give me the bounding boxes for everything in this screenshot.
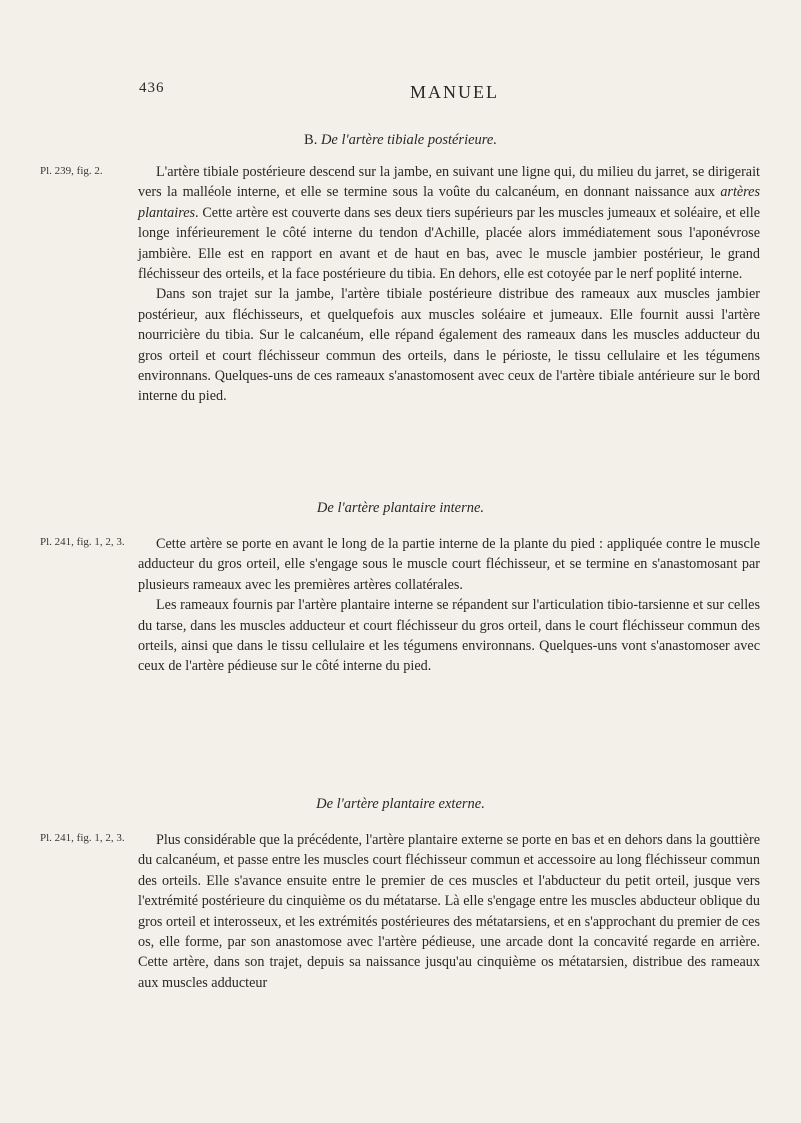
- section-heading-text: De l'artère plantaire externe.: [316, 796, 485, 812]
- section-heading-plantaire-externe: [0, 796, 801, 813]
- margin-note-plate-241-b: Pl. 241, fig. 1, 2, 3.: [40, 832, 125, 844]
- paragraph: [138, 162, 760, 284]
- section-letter: B.: [304, 132, 318, 148]
- section-heading-text: De l'artère tibiale postérieure.: [320, 132, 497, 148]
- running-head: [0, 80, 801, 110]
- page-number: 436: [139, 80, 165, 96]
- paragraph-text: . Cette artère est couverte dans ses deux tiers supérieurs par les muscles jumeaux et soléaire, et elle longe inférieurement le côté interne du tendon d'Achille, placée alors immédiatement sous l'aponévrose jambière. Elle est en rapport en avant et de haut en bas, avec le muscle jambier postérieur, le grand fléchisseur des orteils, et la face postérieure du tibia. En dehors, elle est cotoyée par le nerf poplité interne.: [138, 204, 760, 283]
- section-heading-tibiale-posterieure: [0, 132, 801, 149]
- margin-note-plate-239: Pl. 239, fig. 2.: [40, 165, 103, 177]
- paragraph: Dans son trajet sur la jambe, l'artère tibiale postérieure distribue des rameaux aux muscles jambier postérieur, aux fléchisseurs, et quelquefois aux muscles soléaire et jumeaux. Elle fournit aussi l'artère nourricière du tibia. Sur le calcanéum, elle répand également des rameaux dans les muscles adducteur du gros orteil et court fléchisseur commun des orteils, dans le périoste, le tissu cellulaire et les tégumens environnans. Quelques-uns de ces rameaux s'anastomosent avec ceux de l'artère tibiale antérieure sur le bord interne du pied.: [138, 286, 760, 405]
- paragraph: Plus considérable que la précédente, l'artère plantaire externe se porte en bas et en dehors dans la gouttière du calcanéum, et passe entre les muscles court fléchisseur commun et accessoire au long fléchisseur commun des orteils. Elle s'avance ensuite entre le premier de ces muscles et l'abducteur du petit orteil, jusque vers l'extrémité postérieure du cinquième os du métatarse. Là elle s'engage entre les muscles abducteur oblique du gros orteil et interosseux, et les extrémités postérieures des métatarsiens, et en s'approchant du premier de ces os, elle forme, par son anastomose avec l'artère pédieuse, une arcade dont la concavité regarde en arrière. Cette artère, dans son trajet, depuis sa naissance jusqu'au cinquième os métatarsien, distribue des rameaux aux muscles adducteur: [138, 832, 760, 991]
- margin-note-plate-241: Pl. 241, fig. 1, 2, 3.: [40, 536, 125, 548]
- section-body-plantaire-externe: [138, 830, 760, 993]
- section-body-plantaire-interne: [138, 534, 760, 677]
- paragraph: Les rameaux fournis par l'artère plantaire interne se répandent sur l'articulation tibio-tarsienne et sur celles du tarse, dans les muscles adducteur et court fléchisseur du gros orteil, dans le court fléchisseur commun des orteils, ainsi que dans le tissu cellulaire et les tégumens environnans. Quelques-uns vont s'anastomoser avec ceux de l'artère pédieuse sur le côté interne du pied.: [138, 597, 760, 675]
- section-heading-text: De l'artère plantaire interne.: [316, 500, 485, 516]
- section-body-tibiale-posterieure: [138, 162, 760, 407]
- italic-term: artères plantaires: [138, 184, 760, 221]
- running-title: MANUEL: [410, 82, 499, 102]
- section-heading-plantaire-interne: [0, 500, 801, 517]
- paragraph: Cette artère se porte en avant le long de la partie interne de la plante du pied : appliquée contre le muscle adducteur du gros orteil, elle s'engage sous le muscle court fléchisseur, et se termine en s'anastomosant par plusieurs rameaux avec les premières artères collatérales.: [138, 536, 760, 593]
- paragraph-text: L'artère tibiale postérieure descend sur la jambe, en suivant une ligne qui, du milieu du jarret, se dirigerait vers la malléole interne, et elle se termine sous la voûte du calcanéum, en donnant naissance aux: [138, 164, 760, 201]
